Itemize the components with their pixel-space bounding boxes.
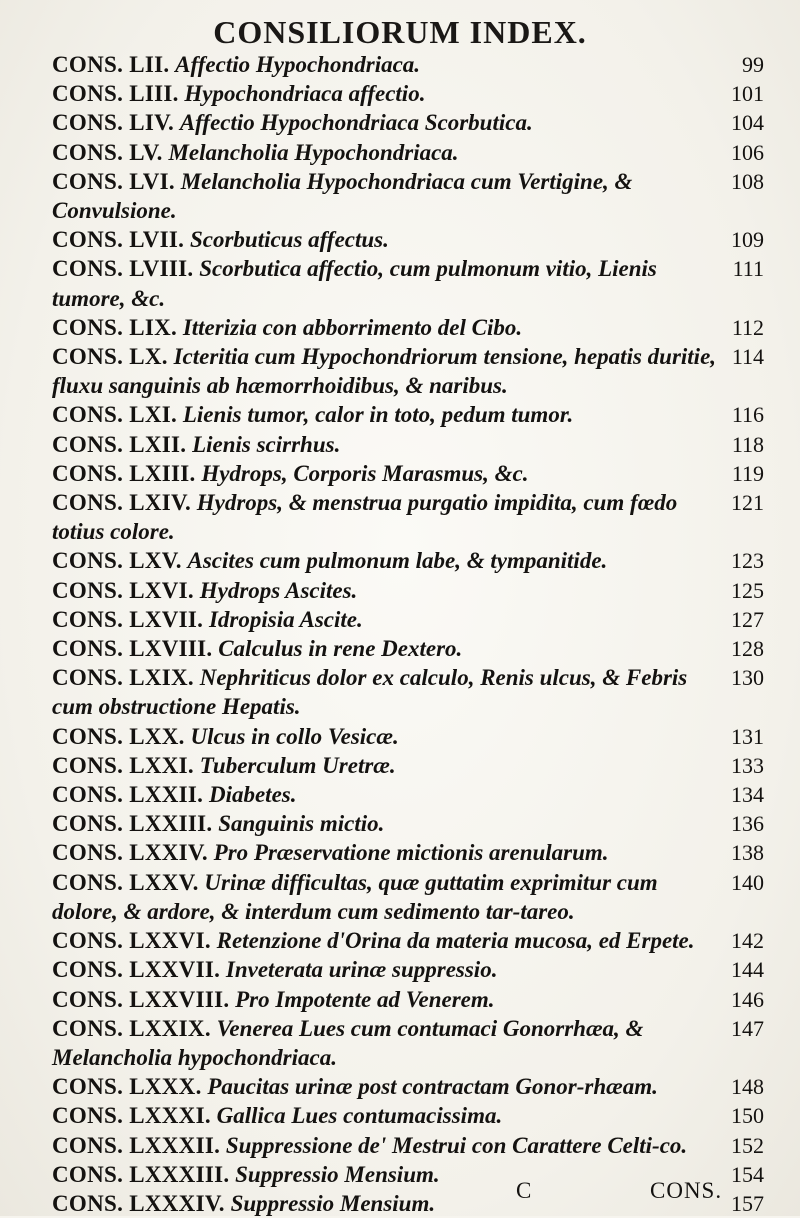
- index-entry: [52, 546, 764, 575]
- index-entry: [52, 1014, 764, 1072]
- entry-page-number: 121: [731, 490, 764, 516]
- entry-page-number: 133: [731, 752, 764, 778]
- entry-title: Nephriticus dolor ex calculo, Renis ulcus, & Febris cum obstructione Hepatis.: [52, 665, 688, 720]
- page-header: CONSILIORUM INDEX.: [213, 14, 587, 50]
- entry-page-number: 157: [731, 1190, 764, 1216]
- entry-page-number: 116: [731, 402, 764, 428]
- entry-number: CONS. LIX.: [52, 314, 178, 340]
- entry-number: CONS. LXXII.: [52, 782, 204, 808]
- entry-title: Scorbutica affectio, cum pulmonum vitio, Lienis tumore, &c.: [52, 256, 657, 311]
- entry-number: CONS. LXIV.: [52, 490, 191, 516]
- entry-title: Retenzione d'Orina da materia mucosa, ed Erpete.: [216, 928, 695, 954]
- entry-title: Sanguinis mictio.: [218, 811, 385, 837]
- entry-page-number: 123: [731, 548, 764, 574]
- entry-number: CONS. LX.: [52, 344, 168, 370]
- entry-number: CONS. LIII.: [52, 81, 179, 107]
- entry-title: Hypochondriaca affectio.: [184, 81, 426, 107]
- entry-page-number: 136: [731, 811, 764, 837]
- entry-title: Icteritia cum Hypochondriorum tensione, hepatis duritie, fluxu sanguinis ab hæmorrhoidibus, & naribus.: [52, 344, 717, 399]
- index-entry: [52, 780, 764, 809]
- entry-page-number: 109: [731, 227, 764, 253]
- entry-number: CONS. LXXIX.: [52, 1015, 211, 1041]
- entry-title: Paucitas urinæ post contractam Gonor-rhæam.: [207, 1074, 658, 1100]
- entry-page-number: 125: [731, 577, 764, 603]
- entry-title: Hydrops Ascites.: [199, 577, 358, 603]
- index-entry: [52, 1101, 764, 1130]
- entry-title: Urinæ difficultas, quæ guttatim exprimitur cum dolore, & ardore, & interdum cum sedimento tar-tareo.: [52, 869, 658, 924]
- index-entry: [52, 459, 764, 488]
- index-entry: [52, 1072, 764, 1101]
- entry-number: CONS. LXIX.: [52, 665, 194, 691]
- signature-mark: C: [516, 1178, 532, 1203]
- entry-number: CONS. LXXV.: [52, 869, 199, 895]
- index-entry: [52, 751, 764, 780]
- entry-title: Scorbuticus affectus.: [189, 227, 389, 253]
- entry-page-number: 142: [731, 928, 764, 954]
- entry-page-number: 150: [731, 1103, 764, 1129]
- index-entry: [52, 722, 764, 751]
- entry-number: CONS. LXV.: [52, 548, 182, 574]
- entry-page-number: 112: [731, 314, 764, 340]
- entry-page-number: 138: [731, 840, 764, 866]
- index-entry: [52, 663, 764, 721]
- page-footer: [52, 1178, 764, 1208]
- index-entry: [52, 225, 764, 254]
- index-entry: [52, 138, 764, 167]
- index-entry: [52, 1131, 764, 1160]
- entry-number: CONS. LIV.: [52, 110, 175, 136]
- index-entry: [52, 313, 764, 342]
- index-entry: [52, 108, 764, 137]
- entry-number: CONS. LXXXI.: [52, 1103, 211, 1129]
- entry-page-number: 152: [731, 1132, 764, 1158]
- entry-title: Ulcus in collo Vesicæ.: [190, 723, 399, 749]
- index-entry: [52, 955, 764, 984]
- index-entry: [52, 254, 764, 312]
- entry-number: CONS. LV.: [52, 139, 163, 165]
- entry-title: Lienis scirrhus.: [192, 431, 341, 457]
- index-entry: [52, 634, 764, 663]
- entry-title: Lienis tumor, calor in toto, pedum tumor.: [182, 402, 574, 428]
- entry-title: Suppressio Mensium.: [235, 1161, 440, 1187]
- entry-number: CONS. LXXXII.: [52, 1132, 221, 1158]
- entry-page-number: 106: [731, 139, 764, 165]
- index-entry: [52, 985, 764, 1014]
- entry-title: Affectio Hypochondriaca.: [175, 52, 421, 77]
- index-entry: [52, 167, 764, 225]
- index-entry: [52, 50, 764, 79]
- index-entry: [52, 838, 764, 867]
- entry-title: Gallica Lues contumacissima.: [216, 1103, 503, 1129]
- entry-title: Hydrops, Corporis Marasmus, &c.: [201, 460, 529, 486]
- entry-page-number: 104: [731, 110, 764, 136]
- index-entry: [52, 342, 764, 400]
- entry-page-number: 140: [731, 869, 764, 895]
- entry-number: CONS. LXII.: [52, 431, 187, 457]
- catchword: CONS.: [650, 1178, 723, 1203]
- entry-title: Inveterata urinæ suppressio.: [225, 957, 498, 983]
- entry-number: CONS. LXXVIII.: [52, 986, 230, 1012]
- entry-title: Venerea Lues cum contumaci Gonorrhæa, & Melancholia hypochondriaca.: [52, 1015, 644, 1070]
- entry-title: Diabetes.: [208, 782, 297, 808]
- entry-number: CONS. LVI.: [52, 168, 175, 194]
- entry-number: CONS. LXVI.: [52, 577, 194, 603]
- entry-title: Pro Impotente ad Venerem.: [235, 986, 495, 1012]
- entry-number: CONS. LXXVI.: [52, 928, 211, 954]
- entry-title: Idropisia Ascite.: [208, 606, 363, 632]
- entry-page-number: 114: [731, 344, 764, 370]
- entry-title: Suppressio Mensium.: [230, 1190, 436, 1216]
- entry-page-number: 130: [731, 665, 764, 691]
- index-entry: [52, 605, 764, 634]
- entry-page-number: 147: [731, 1015, 764, 1041]
- entry-title: Melancholia Hypochondriaca cum Vertigine, & Convulsione.: [52, 168, 633, 224]
- entry-page-number: 131: [731, 723, 764, 749]
- entry-page-number: 111: [732, 256, 764, 282]
- entry-number: CONS. LXXXIII.: [52, 1161, 230, 1187]
- entry-title: Affectio Hypochondriaca Scorbutica.: [179, 110, 533, 136]
- entry-number: CONS. LII.: [52, 52, 170, 77]
- entry-number: CONS. LXVII.: [52, 606, 204, 632]
- entry-page-number: 154: [731, 1161, 764, 1187]
- index-entry: [52, 809, 764, 838]
- entry-title: Melancholia Hypochondriaca.: [168, 139, 459, 165]
- index-entry: [52, 926, 764, 955]
- index-entry: [52, 430, 764, 459]
- entry-title: Calculus in rene Dextero.: [218, 636, 463, 662]
- entry-number: CONS. LXXIV.: [52, 840, 208, 866]
- entry-number: CONS. LXIII.: [52, 460, 196, 486]
- entry-number: CONS. LXXIII.: [52, 811, 213, 837]
- entry-page-number: 128: [731, 636, 764, 662]
- entry-page-number: 144: [731, 957, 764, 983]
- index-entry: [52, 400, 764, 429]
- entry-page-number: 134: [731, 782, 764, 808]
- entry-page-number: 127: [731, 606, 764, 632]
- entry-number: CONS. LVII.: [52, 227, 185, 253]
- entry-title: Pro Præservatione mictionis arenularum.: [213, 840, 609, 866]
- entry-page-number: 108: [731, 168, 764, 194]
- index-entry: [52, 576, 764, 605]
- index-entry: [52, 868, 764, 926]
- entry-number: CONS. LXXX.: [52, 1074, 202, 1100]
- entry-title: Itterizia con abborrimento del Cibo.: [182, 314, 523, 340]
- entry-number: CONS. LXXXIV.: [52, 1190, 225, 1216]
- entry-number: CONS. LXI.: [52, 402, 178, 428]
- entry-title: Tuberculum Uretræ.: [199, 752, 396, 778]
- entry-page-number: 119: [731, 460, 764, 486]
- entry-page-number: 146: [731, 986, 764, 1012]
- entry-page-number: 118: [731, 431, 764, 457]
- entry-page-number: 99: [742, 52, 764, 77]
- entry-number: CONS. LXXI.: [52, 752, 194, 778]
- index-list: [52, 50, 764, 1218]
- entry-page-number: 101: [731, 81, 764, 107]
- entry-number: CONS. LVIII.: [52, 256, 194, 282]
- entry-number: CONS. LXVIII.: [52, 636, 213, 662]
- entry-title: Hydrops, & menstrua purgatio impidita, cum fœdo totius colore.: [52, 490, 678, 545]
- index-entry: [52, 488, 764, 546]
- index-entry: [52, 79, 764, 108]
- entry-title: Suppressione de' Mestrui con Carattere Celti-co.: [225, 1132, 688, 1158]
- entry-number: CONS. LXXVII.: [52, 957, 221, 983]
- entry-number: CONS. LXX.: [52, 723, 185, 749]
- entry-page-number: 148: [731, 1074, 764, 1100]
- entry-title: Ascites cum pulmonum labe, & tympanitide.: [187, 548, 608, 574]
